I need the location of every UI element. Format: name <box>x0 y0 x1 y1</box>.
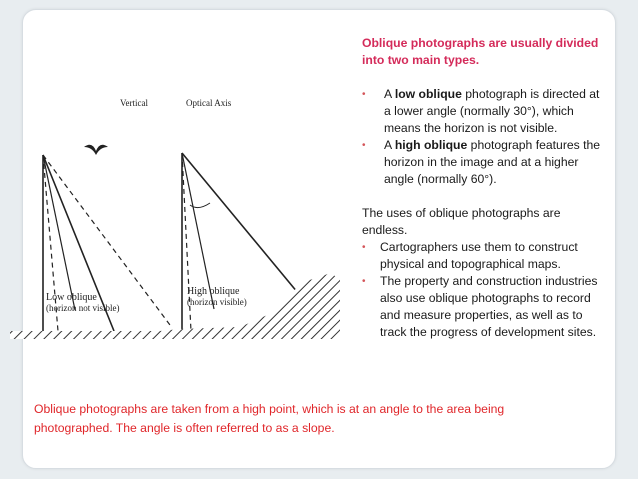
label-low-oblique-1: Low oblique <box>46 292 97 303</box>
bullet-icon: • <box>362 276 366 287</box>
label-vertical: Vertical <box>120 98 148 108</box>
label-low-oblique-2: (horizon not visible) <box>46 303 120 313</box>
bullet-icon: • <box>362 140 366 151</box>
uses-item: • Cartographers use them to construct physical and topographical maps. <box>362 240 578 271</box>
label-optical-axis: Optical Axis <box>186 98 232 108</box>
oblique-photo-diagram <box>10 95 355 345</box>
label-high-oblique-2: (horizon visible) <box>187 297 247 307</box>
bullet-icon: • <box>362 242 366 253</box>
bird-icon <box>84 145 108 155</box>
bullet-icon: • <box>362 89 366 100</box>
bottom-caption: Oblique photographs are taken from a high point, which is at an angle to the area being photographed. The angle is often referred to as a slope. <box>34 402 505 435</box>
type-item-high: • A high oblique photograph features the horizon in the image and at a higher angle (normally 60°). <box>362 138 601 186</box>
heading-text: Oblique photographs are usually divided into two main types. <box>362 36 599 67</box>
uses-intro: The uses of oblique photographs are endless. <box>362 206 561 237</box>
uses-list <box>362 239 602 341</box>
type-item-low: • A low oblique photograph is directed at a lower angle (normally 30°), which means the horizon is not visible. <box>362 87 600 135</box>
type-list <box>362 86 602 188</box>
uses-item: • The property and construction industries also use oblique photographs to record and measure properties, as well as to track the progress of development sites. <box>362 274 598 339</box>
label-high-oblique-1: High oblique <box>187 286 240 297</box>
explanation-text <box>362 35 602 341</box>
